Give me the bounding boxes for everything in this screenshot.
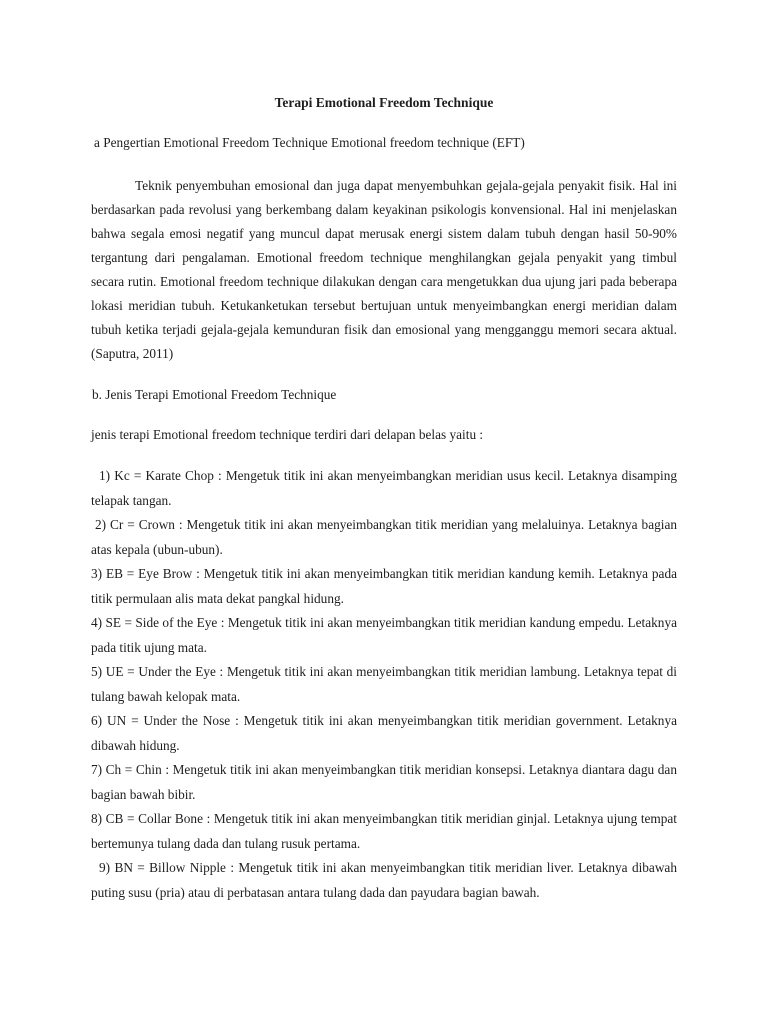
- list-item: 3) EB = Eye Brow : Mengetuk titik ini akan menyeimbangkan titik meridian kandung kemih. Letaknya pada titik permulaan alis mata dekat pangkal hidung.: [91, 566, 677, 606]
- document-title: Terapi Emotional Freedom Technique: [274, 95, 494, 110]
- list-item: 9) BN = Billow Nipple : Mengetuk titik ini akan menyeimbangkan titik meridian liver. Letaknya dibawah puting susu (pria) atau di perbatasan antara tulang dada dan payudara bagian bawah.: [91, 860, 677, 900]
- section-a-heading: a Pengertian Emotional Freedom Technique Emotional freedom technique (EFT): [94, 135, 525, 150]
- list-item: 5) UE = Under the Eye : Mengetuk titik ini akan menyeimbangkan titik meridian lambung. Letaknya tepat di tulang bawah kelopak mata.: [91, 664, 677, 704]
- list-item: 6) UN = Under the Nose : Mengetuk titik ini akan menyeimbangkan titik meridian government. Letaknya dibawah hidung.: [91, 713, 677, 753]
- eft-points-list: [91, 464, 677, 905]
- document-body: [91, 94, 677, 905]
- section-b-intro: jenis terapi Emotional freedom technique terdiri dari delapan belas yaitu :: [91, 427, 484, 442]
- list-item: 4) SE = Side of the Eye : Mengetuk titik ini akan menyeimbangkan titik meridian kandung empedu. Letaknya pada titik ujung mata.: [91, 615, 677, 655]
- list-item: 8) CB = Collar Bone : Mengetuk titik ini akan menyeimbangkan titik meridian ginjal. Letaknya ujung tempat bertemunya tulang dada dan tulang rusuk pertama.: [91, 811, 677, 851]
- list-item: 7) Ch = Chin : Mengetuk titik ini akan menyeimbangkan titik meridian konsepsi. Letaknya diantara dagu dan bagian bawah bibir.: [91, 762, 677, 802]
- list-item: 1) Kc = Karate Chop : Mengetuk titik ini akan menyeimbangkan meridian usus kecil. Letaknya disamping telapak tangan.: [91, 468, 677, 508]
- list-item: 2) Cr = Crown : Mengetuk titik ini akan menyeimbangkan titik meridian yang melaluinya. Letaknya bagian atas kepala (ubun-ubun).: [91, 517, 677, 557]
- section-a-paragraph: Teknik penyembuhan emosional dan juga dapat menyembuhkan gejala-gejala penyakit fisik. Hal ini berdasarkan pada revolusi yang berkembang dalam keyakinan psikologis konvensional. Hal ini menjelaskan bahwa segala emosi negatif yang muncul dapat merusak energi sistem dalam tubuh dengan hasil 50-90% tergantung dari pengalaman. Emotional freedom technique menghilangkan gejala penyakit yang timbul secara rutin. Emotional freedom technique dilakukan dengan cara mengetukkan dua ujung jari pada beberapa lokasi meridian tubuh. Ketukanketukan tersebut bertujuan untuk menyeimbangkan energi meridian dalam tubuh ketika terjadi gejala-gejala kemunduran fisik dan emosional yang mengganggu memori secara aktual. (Saputra, 2011): [91, 178, 677, 361]
- section-b-heading: b. Jenis Terapi Emotional Freedom Technique: [92, 387, 337, 402]
